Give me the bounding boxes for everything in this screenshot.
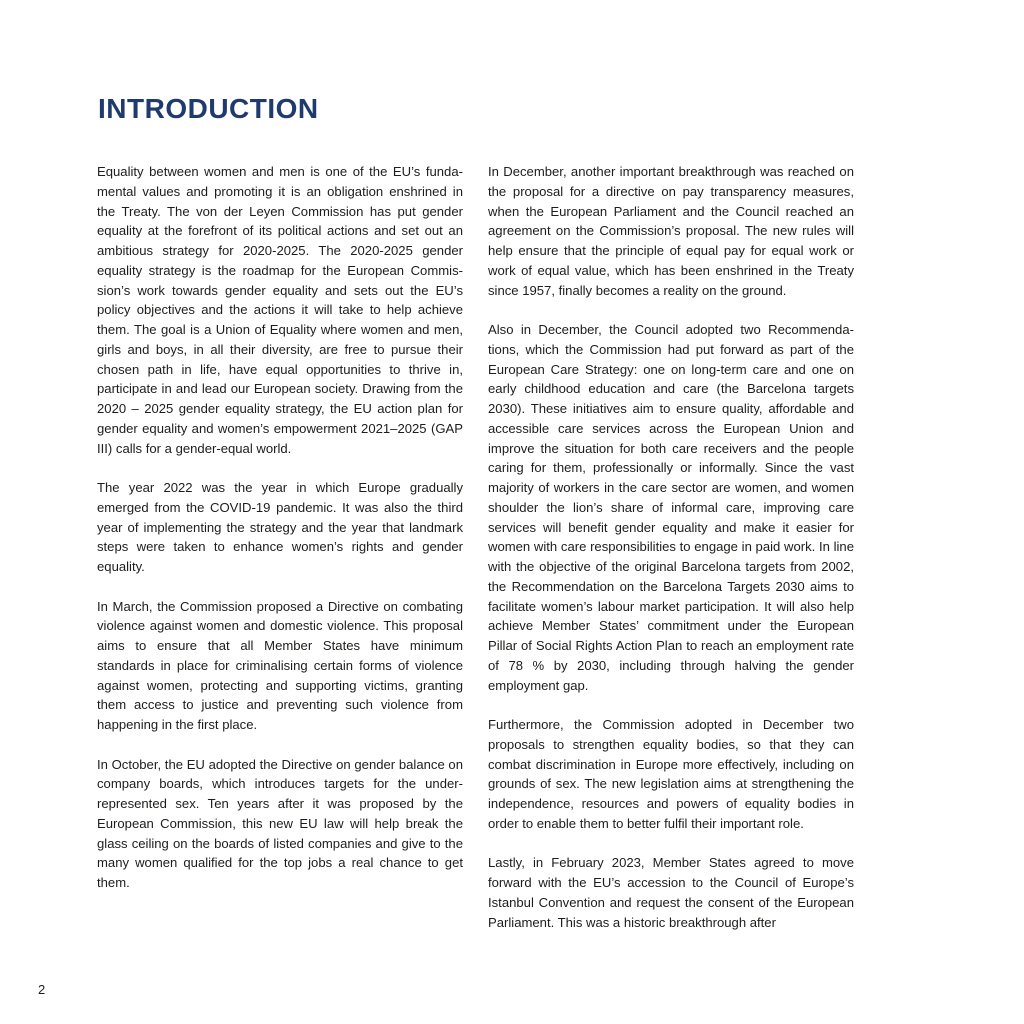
paragraph: Also in December, the Council adopted two Recommendations, which the Commission had put forward as part of the European Care Strategy: one on long-term care and one on early childhood education and care (the Barcelona targets 2030). These initiatives aim to ensure quality, affordable and accessible care services across the European Union and improve the situation for both care receivers and the people caring for them, professionally or informally. Since the vast majority of workers in the care sector are women, and women shoulder the lion’s share of informal care, improving care services will benefit gender equality and make it easier for women with care responsibilities to engage in paid work. In line with the objective of the original Barcelona targets from 2002, the Recommendation on the Barcelona Targets 2030 aims to facilitate women’s labour market participation. It will also help achieve Member States’ commitment under the European Pillar of Social Rights Action Plan to reach an employment rate of 78 % by 2030, including through halving the gender employment gap. xyxy=(488,322,854,693)
right-column xyxy=(488,162,854,932)
page-number: 2 xyxy=(38,982,46,997)
page-title: INTRODUCTION xyxy=(98,93,319,124)
left-column xyxy=(97,162,463,893)
paragraph: In October, the EU adopted the Directive on gender balance on company boards, which introduces targets for the under-represented sex. Ten years after it was proposed by the European Commission, this new EU law will help break the glass ceiling on the boards of listed companies and give to the many women qualified for the top jobs a real chance to get them. xyxy=(97,756,463,890)
paragraph: In December, another important breakthrough was reached on the proposal for a directive on pay transparency measures, when the European Parliament and the Council reached an agreement on the Commission’s proposal. The new rules will help ensure that the principle of equal pay for equal work or work of equal value, which has been enshrined in the Treaty since 1957, finally becomes a reality on the ground. xyxy=(488,164,854,298)
paragraph: Furthermore, the Commission adopted in December two proposals to strengthen equality bodies, so that they can combat discrimination in Europe more effectively, including on grounds of sex. The new legislation aims at strengthening the independence, resources and powers of equality bodies in order to enable them to better fulfil their important role. xyxy=(488,717,854,831)
paragraph: In March, the Commission proposed a Directive on combating violence against women and domestic violence. This proposal aims to ensure that all Member States have minimum standards in place for criminalising certain forms of violence against women, protecting and supporting victims, granting them access to justice and preventing such violence from happening in the first place. xyxy=(97,598,463,732)
paragraph: Equality between women and men is one of the EU’s fundamental values and promoting it is an obligation enshrined in the Treaty. The von der Leyen Commission has put gender equality at the forefront of its political actions and set out an ambitious strategy for 2020-2025. The 2020-2025 gender equality strategy is the roadmap for the European Commission’s work towards gender equality and sets out the EU’s policy objectives and the actions it will take to help achieve them. The goal is a Union of Equality where women and men, girls and boys, in all their diversity, are free to pursue their chosen path in life, have equal opportunities to thrive in, participate in and lead our European society. Drawing from the 2020 – 2025 gender equality strategy, the EU action plan for gender equality and women’s empowerment 2021–2025 (GAP III) calls for a gender-equal world. xyxy=(97,164,463,456)
paragraph: Lastly, in February 2023, Member States agreed to move forward with the EU’s accession to the Council of Europe’s Istanbul Convention and request the consent of the European Parliament. This was a historic breakthrough after xyxy=(488,855,854,930)
paragraph: The year 2022 was the year in which Europe gradually emerged from the COVID-19 pandemic. It was also the third year of implementing the strategy and the year that landmark steps were taken to enhance women’s rights and gender equality. xyxy=(97,480,463,574)
